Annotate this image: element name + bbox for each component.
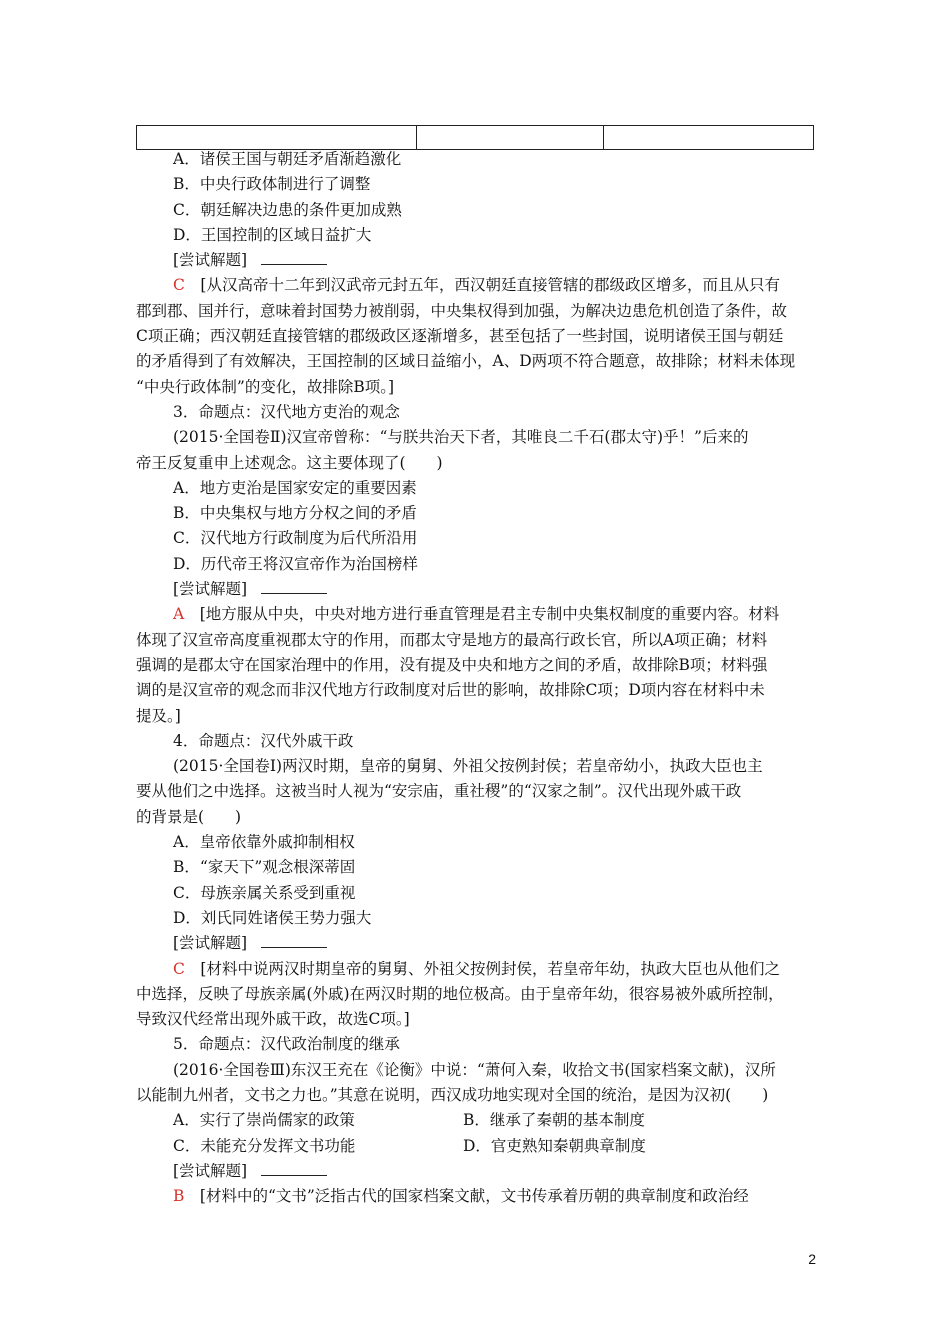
q3-option-d: D．历代帝王将汉宣帝作为治国榜样 [173, 554, 418, 573]
attempt-label: [尝试解题] [173, 934, 248, 953]
q4-stem-3: 的背景是( ) [136, 807, 242, 826]
q5-option-b: B．继承了秦朝的基本制度 [463, 1111, 645, 1130]
q3-explanation-5: 提及。] [136, 706, 181, 725]
q2-explanation-4: 的矛盾得到了有效解决，王国控制的区域日益缩小，A、D两项不符合题意，故排除；材料未体现 [136, 352, 796, 371]
q4-explanation-3: 导致汉代经常出现外戚干政，故选C项。] [136, 1010, 410, 1029]
q4-explanation-2: 中选择，反映了母族亲属(外戚)在两汉时期的地位极高。由于皇帝年幼，很容易被外戚所控制， [136, 984, 784, 1003]
q2-answer-letter: C [173, 276, 185, 295]
q5-options-row-2 [136, 1134, 816, 1159]
q5-attempt-row [136, 1159, 816, 1184]
table-cell [137, 126, 417, 149]
table-cell [604, 126, 813, 149]
q4-option-c: C．母族亲属关系受到重视 [173, 883, 356, 902]
q2-answer-line [136, 273, 816, 298]
q4-explanation-1: [材料中说两汉时期皇帝的舅舅、外祖父按例封侯，若皇帝年幼，执政大臣也从他们之 [200, 959, 780, 978]
answer-blank [261, 932, 327, 948]
q3-answer-letter: A [173, 605, 185, 624]
q5-stem-2: 以能制九州者，文书之力也。”其意在说明，西汉成功地实现对全国的统治，是因为汉初( ) [136, 1085, 769, 1104]
q2-explanation-3: C项正确；西汉朝廷直接管辖的郡级政区逐渐增多，甚至包括了一些封国，说明诸侯王国与朝廷 [136, 327, 784, 346]
q2-explanation-5: “中央行政体制”的变化，故排除B项。] [136, 377, 395, 396]
q4-answer-line [136, 957, 816, 982]
attempt-label: [尝试解题] [173, 1161, 248, 1180]
attempt-label: [尝试解题] [173, 251, 248, 270]
page-content [136, 147, 816, 1209]
q3-stem-1: (2015·全国卷Ⅱ)汉宣帝曾称：“与朕共治天下者，其唯良二千石(郡太守)乎！”后来的 [173, 428, 749, 447]
q4-stem-2: 要从他们之中选择。这被当时人视为“安宗庙，重社稷”的“汉家之制”。汉代出现外戚干政 [136, 782, 742, 801]
q4-answer-letter: C [173, 959, 185, 978]
q3-explanation-1: [地方服从中央，中央对地方进行垂直管理是君主专制中央集权制度的重要内容。材料 [199, 605, 780, 624]
q4-option-d: D．刘氏同姓诸侯王势力强大 [173, 908, 372, 927]
q2-option-c: C．朝廷解决边患的条件更加成熟 [173, 200, 402, 219]
q4-heading: 4．命题点：汉代外戚干政 [173, 731, 354, 750]
answer-blank [261, 578, 327, 594]
q2-option-b: B．中央行政体制进行了调整 [173, 175, 371, 194]
q5-option-d: D．官吏熟知秦朝典章制度 [463, 1136, 646, 1155]
q5-option-c: C．未能充分发挥文书功能 [173, 1136, 356, 1155]
q5-explanation-1: [材料中的“文书”泛指古代的国家档案文献，文书传承着历朝的典章制度和政治经 [199, 1187, 749, 1206]
q5-option-a: A．实行了崇尚儒家的政策 [173, 1111, 355, 1130]
q3-option-b: B．中央集权与地方分权之间的矛盾 [173, 504, 417, 523]
q2-option-d: D．王国控制的区域日益扩大 [173, 225, 372, 244]
q3-stem-2: 帝王反复重申上述观念。这主要体现了( ) [136, 453, 443, 472]
answer-blank [261, 1160, 327, 1176]
q3-explanation-3: 强调的是郡太守在国家治理中的作用，没有提及中央和地方之间的矛盾，故排除B项；材料强 [136, 655, 768, 674]
q4-stem-1: (2015·全国卷Ⅰ)两汉时期，皇帝的舅舅、外祖父按例封侯；若皇帝幼小，执政大臣也主 [173, 757, 763, 776]
q3-attempt-row [136, 577, 816, 602]
q2-attempt-row [136, 248, 816, 273]
q3-option-a: A．地方吏治是国家安定的重要因素 [173, 478, 417, 497]
q5-answer-letter: B [173, 1187, 185, 1206]
q5-options-row-1 [136, 1108, 816, 1133]
q4-option-a: A．皇帝依靠外戚抑制相权 [173, 833, 355, 852]
q5-stem-1: (2016·全国卷Ⅲ)东汉王充在《论衡》中说：“萧何入秦，收拾文书(国家档案文献)，汉所 [173, 1060, 776, 1079]
attempt-label: [尝试解题] [173, 580, 248, 599]
q5-heading: 5．命题点：汉代政治制度的继承 [173, 1035, 400, 1054]
q2-explanation-1: [从汉高帝十二年到汉武帝元封五年，西汉朝廷直接管辖的郡级政区增多，而且从只有 [200, 276, 780, 295]
answer-blank [261, 249, 327, 265]
table-cell [417, 126, 603, 149]
q2-explanation-2: 郡到郡、国并行，意味着封国势力被削弱，中央集权得到加强，为解决边患危机创造了条件，故 [136, 301, 788, 320]
q2-option-a: A．诸侯王国与朝廷矛盾渐趋激化 [173, 150, 402, 168]
q3-answer-line [136, 602, 816, 627]
q3-heading: 3．命题点：汉代地方吏治的观念 [173, 402, 400, 421]
q4-option-b: B．“家天下”观念根深蒂固 [173, 858, 356, 877]
q3-explanation-4: 调的是汉宣帝的观念而非汉代地方行政制度对后世的影响，故排除C项；D项内容在材料中未 [136, 681, 765, 700]
q4-attempt-row [136, 931, 816, 956]
q5-answer-line [136, 1184, 816, 1209]
q3-explanation-2: 体现了汉宣帝高度重视郡太守的作用，而郡太守是地方的最高行政长官，所以A项正确；材料 [136, 630, 768, 649]
q3-option-c: C．汉代地方行政制度为后代所沿用 [173, 529, 418, 548]
page-number: 2 [808, 1251, 816, 1267]
